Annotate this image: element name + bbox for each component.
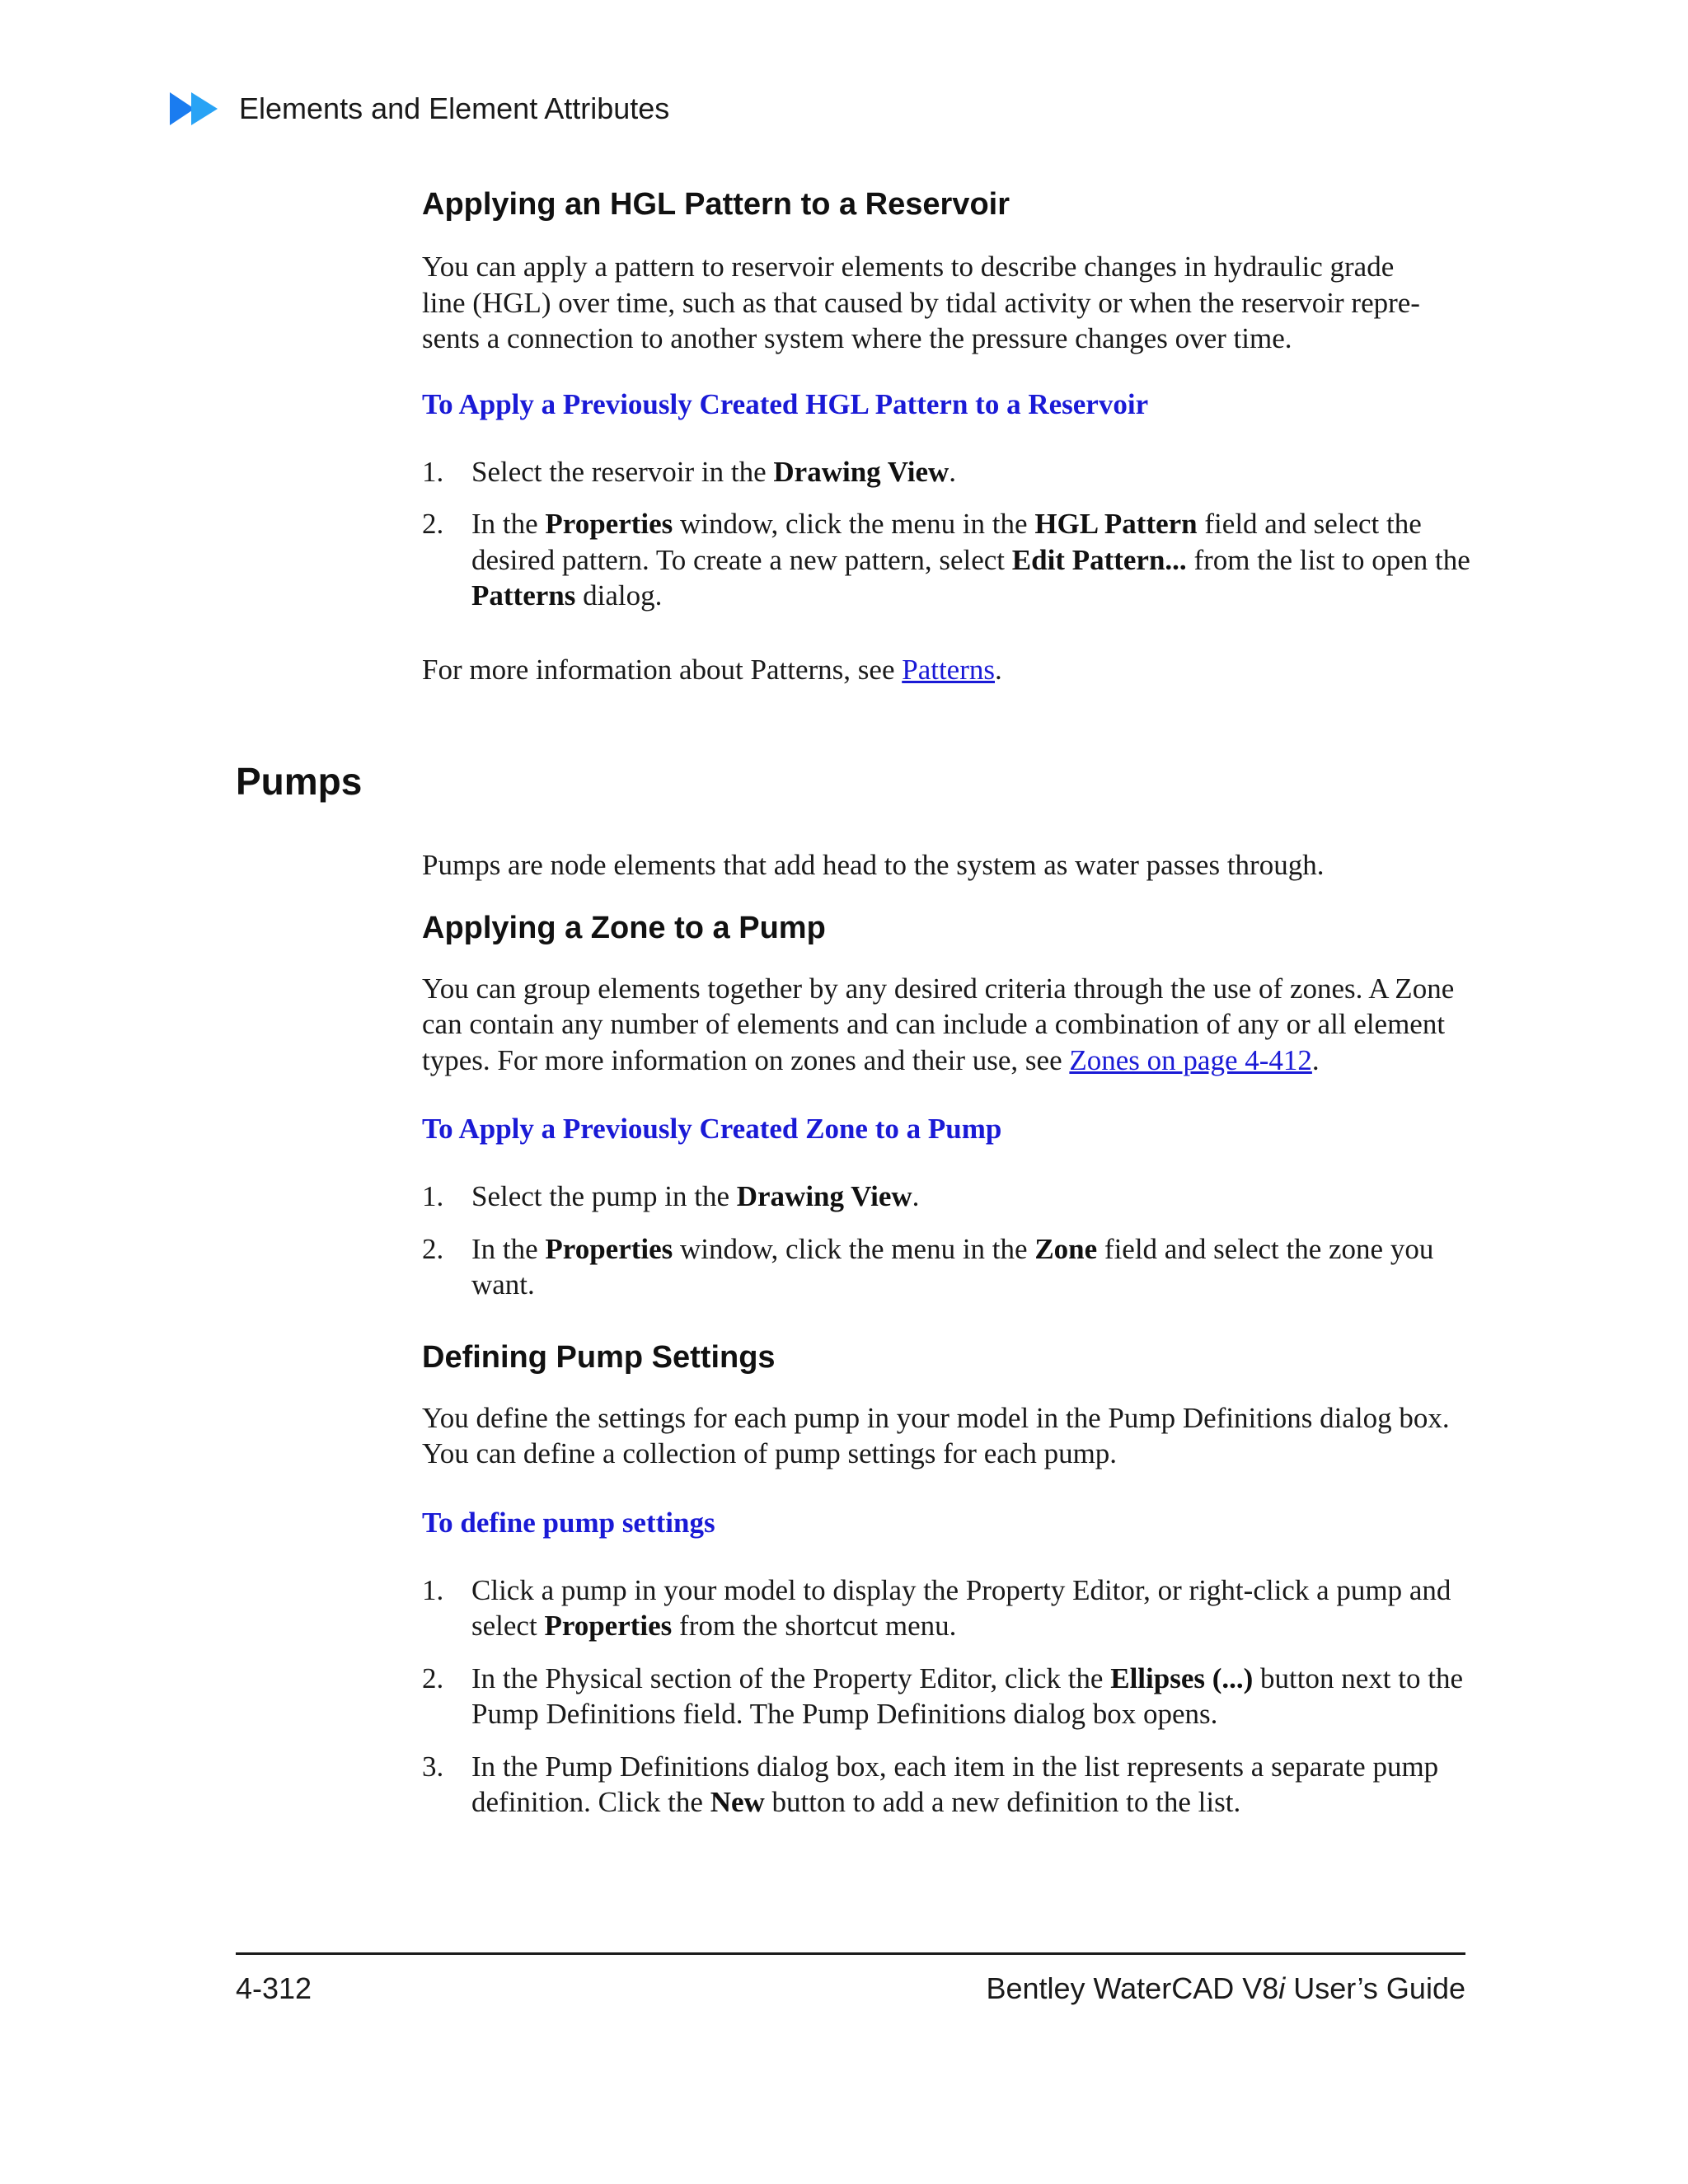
zone-description-text: You can group elements together by any desired criteria through the use of zones. A Zone can contain any number of elements and can include a combination of any or all element types. For more information on zones and their use, see bbox=[422, 972, 1455, 1076]
step-number: 1. bbox=[422, 1573, 444, 1606]
ui-term-properties: Properties bbox=[545, 508, 673, 540]
section-heading-pump-settings: Defining Pump Settings bbox=[422, 1339, 776, 1375]
page-number: 4-312 bbox=[236, 1971, 312, 2005]
step-text: In the Pump Definitions dialog box, each item in the list represents a separate pump definition. Click the bbox=[471, 1750, 1439, 1818]
running-header-title: Elements and Element Attributes bbox=[239, 91, 670, 125]
list-item bbox=[422, 1572, 1470, 1644]
section-heading-zone: Applying a Zone to a Pump bbox=[422, 910, 826, 945]
procedure-heading-hgl-pattern: To Apply a Previously Created HGL Pattern to a Reservoir bbox=[422, 387, 1149, 420]
zones-page-link[interactable]: Zones on page 4-412 bbox=[1069, 1043, 1312, 1076]
step-text: window, click the menu in the bbox=[673, 508, 1035, 540]
reservoir-hgl-description-line-3: sents a connection to another system where the pressure changes over time. bbox=[422, 322, 1292, 354]
step-text: . bbox=[949, 455, 957, 488]
running-header bbox=[170, 89, 669, 129]
list-item bbox=[422, 1231, 1470, 1303]
hgl-pattern-steps bbox=[422, 454, 1470, 614]
chapter-heading-pumps: Pumps bbox=[236, 760, 363, 803]
ui-term-patterns: Patterns bbox=[471, 579, 576, 612]
step-text: dialog. bbox=[575, 579, 663, 612]
guide-title-suffix: User’s Guide bbox=[1285, 1971, 1465, 2005]
section-reservoir-hgl bbox=[422, 185, 1470, 687]
step-text: from the shortcut menu. bbox=[672, 1610, 957, 1642]
pumps-intro: Pumps are node elements that add head to the system as water passes through. bbox=[422, 849, 1325, 881]
footer-rule bbox=[236, 1952, 1465, 1955]
step-text: In the bbox=[471, 1232, 546, 1265]
reservoir-hgl-description bbox=[422, 249, 1470, 357]
reservoir-hgl-description-line-2: line (HGL) over time, such as that caused by tidal activity or when the reservoir repre- bbox=[422, 286, 1420, 319]
step-text: Click a pump in your model to display the Property Editor, or right-click a pump and select bbox=[471, 1573, 1451, 1642]
list-item bbox=[422, 506, 1470, 614]
ui-term-properties: Properties bbox=[545, 1232, 673, 1265]
patterns-more-info bbox=[422, 652, 1470, 688]
ui-term-hgl-pattern: HGL Pattern bbox=[1034, 508, 1198, 540]
double-arrow-right-icon bbox=[170, 91, 223, 127]
section-heading-reservoir-hgl: Applying an HGL Pattern to a Reservoir bbox=[422, 187, 1010, 222]
pump-settings-description: You define the settings for each pump in your model in the Pump Definitions dialog box. You can define a collection of pump settings for each pump. bbox=[422, 1401, 1450, 1469]
list-item bbox=[422, 454, 1470, 490]
step-text: field and select the desired pattern. To create a new pattern, select bbox=[471, 508, 1422, 576]
zone-description bbox=[422, 971, 1470, 1079]
patterns-link[interactable]: Patterns bbox=[902, 653, 995, 686]
ui-term-ellipses: Ellipses (...) bbox=[1110, 1661, 1254, 1694]
pump-settings-steps bbox=[422, 1572, 1470, 1821]
guide-title-text: Bentley WaterCAD V8 bbox=[986, 1971, 1279, 2005]
step-text: . bbox=[912, 1180, 920, 1212]
step-number: 2. bbox=[422, 1661, 444, 1694]
guide-title-italic: i bbox=[1278, 1971, 1286, 2005]
zone-steps bbox=[422, 1179, 1470, 1303]
step-text: button to add a new definition to the list. bbox=[764, 1786, 1241, 1818]
step-number: 3. bbox=[422, 1750, 444, 1783]
reservoir-hgl-description-line-1: You can apply a pattern to reservoir elements to describe changes in hydraulic grade bbox=[422, 251, 1395, 283]
procedure-heading-pump-settings: To define pump settings bbox=[422, 1506, 715, 1539]
step-text: button next to the Pump Definitions field. The Pump Definitions dialog box opens. bbox=[471, 1661, 1463, 1730]
ui-term-properties: Properties bbox=[544, 1610, 673, 1642]
zone-description-suffix: . bbox=[1311, 1043, 1320, 1076]
ui-term-zone: Zone bbox=[1034, 1232, 1098, 1265]
ui-term-drawing-view: Drawing View bbox=[773, 455, 950, 488]
step-text: window, click the menu in the bbox=[673, 1232, 1035, 1265]
step-text: from the list to open the bbox=[1186, 543, 1470, 576]
step-text: field and select the zone you want. bbox=[471, 1232, 1434, 1301]
procedure-heading-zone: To Apply a Previously Created Zone to a Pump bbox=[422, 1113, 1002, 1145]
step-text: In the bbox=[471, 508, 546, 540]
step-number: 2. bbox=[422, 1232, 444, 1265]
ui-term-edit-pattern: Edit Pattern... bbox=[1011, 543, 1187, 576]
more-info-suffix: . bbox=[995, 653, 1002, 686]
ui-term-drawing-view: Drawing View bbox=[736, 1180, 912, 1212]
step-number: 2. bbox=[422, 508, 444, 540]
list-item bbox=[422, 1179, 1470, 1215]
step-text: Select the reservoir in the bbox=[471, 455, 774, 488]
list-item bbox=[422, 1749, 1470, 1821]
step-text: Select the pump in the bbox=[471, 1180, 737, 1212]
list-item bbox=[422, 1661, 1470, 1732]
step-text: In the Physical section of the Property Editor, click the bbox=[471, 1661, 1111, 1694]
section-pumps bbox=[422, 847, 1470, 1821]
guide-title bbox=[986, 1970, 1465, 2008]
ui-term-new: New bbox=[710, 1786, 765, 1818]
more-info-text: For more information about Patterns, see bbox=[422, 653, 903, 686]
step-number: 1. bbox=[422, 455, 444, 488]
step-number: 1. bbox=[422, 1180, 444, 1212]
